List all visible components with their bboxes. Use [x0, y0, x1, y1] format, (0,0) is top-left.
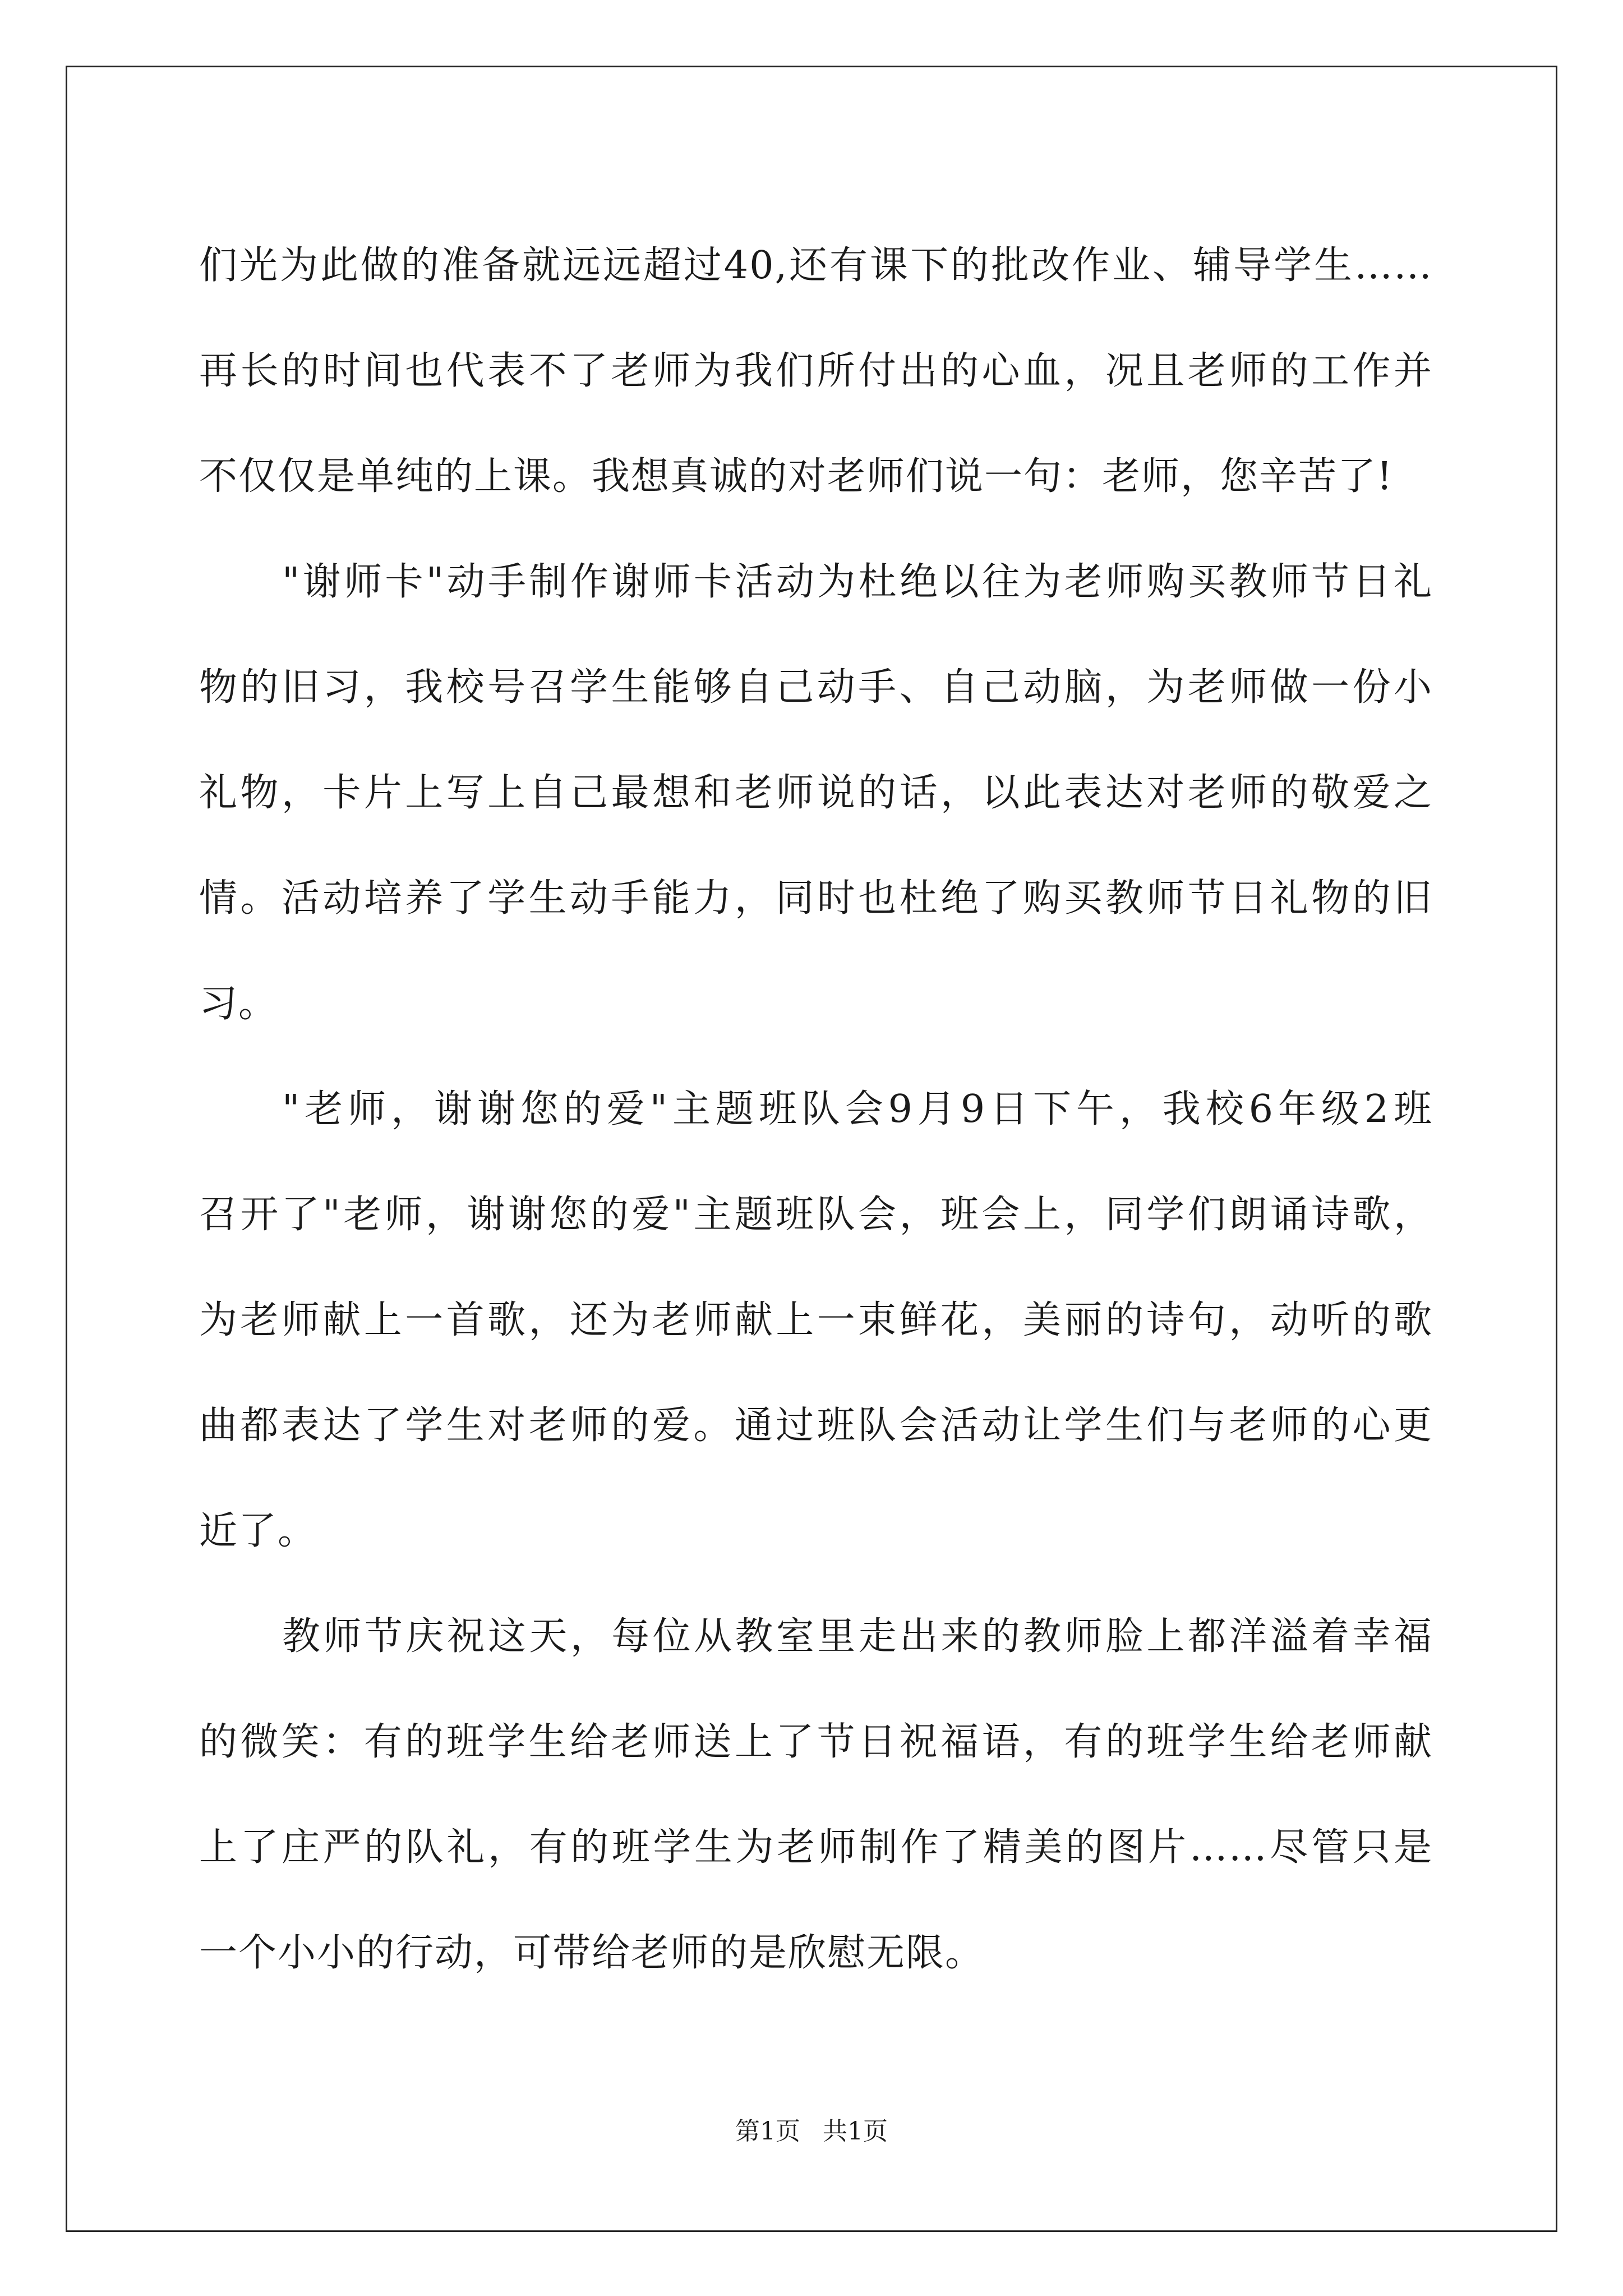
page-footer [0, 2115, 1623, 2148]
text-line: 的微笑：有的班学生给老师送上了节日祝福语，有的班学生给老师献 [199, 1720, 1433, 1764]
text-line: 再长的时间也代表不了老师为我们所付出的心血，况且老师的工作并 [199, 349, 1433, 393]
text-line: 习。 [199, 982, 278, 1026]
text-line: 情。活动培养了学生动手能力，同时也杜绝了购买教师节日礼物的旧 [199, 876, 1433, 921]
text-line: 礼物，卡片上写上自己最想和老师说的话，以此表达对老师的敬爱之 [199, 771, 1433, 815]
text-line: 为老师献上一首歌，还为老师献上一束鲜花，美丽的诗句，动听的歌 [199, 1298, 1433, 1342]
text-line: 不仅仅是单纯的上课。我想真诚的对老师们说一句：老师，您辛苦了! [199, 454, 1394, 499]
text-line: 上了庄严的队礼，有的班学生为老师制作了精美的图片……尽管只是 [199, 1825, 1433, 1870]
text-line: 物的旧习，我校号召学生能够自己动手、自己动脑，为老师做一份小 [199, 665, 1433, 710]
text-line: 们光为此做的准备就远远超过40,还有课下的批改作业、辅导学生…… [199, 243, 1433, 288]
page-number-total: 共1页 [823, 2117, 888, 2146]
document-body [199, 213, 1433, 2006]
text-line: 近了。 [199, 1509, 317, 1553]
text-line: 一个小小的行动，可带给老师的是欣慰无限。 [199, 1931, 985, 1975]
text-line: "老师，谢谢您的爱"主题班队会9月9日下午，我校6年级2班 [282, 1087, 1433, 1131]
text-line: 召开了"老师，谢谢您的爱"主题班队会，班会上，同学们朗诵诗歌， [199, 1193, 1433, 1237]
page-number-current: 第1页 [735, 2117, 800, 2146]
text-line: 曲都表达了学生对老师的爱。通过班队会活动让学生们与老师的心更 [199, 1404, 1433, 1448]
text-line: "谢师卡"动手制作谢师卡活动为杜绝以往为老师购买教师节日礼 [282, 560, 1433, 604]
text-line: 教师节庆祝这天，每位从教室里走出来的教师脸上都洋溢着幸福 [282, 1614, 1433, 1659]
